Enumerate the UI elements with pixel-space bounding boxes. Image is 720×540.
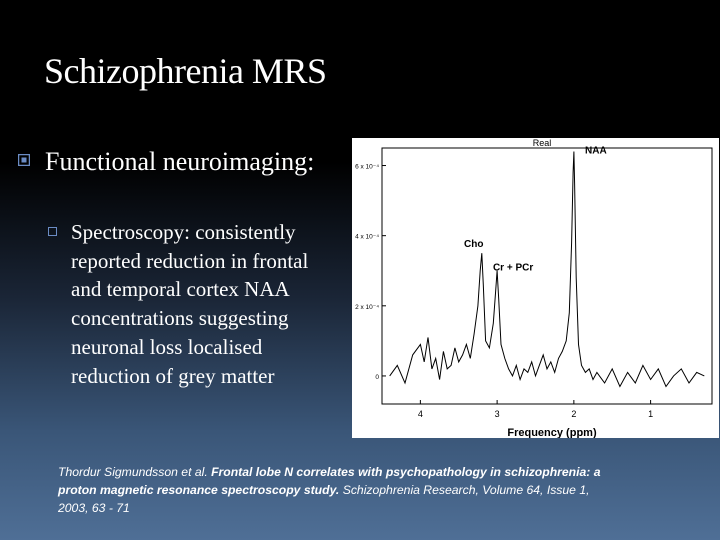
- y-tick-label: 4 x 10⁻⁴: [355, 233, 379, 241]
- x-axis-ticks: [418, 400, 719, 419]
- peak-label: Cr + PCr: [492, 262, 534, 274]
- y-tick-label: 2 x 10⁻⁴: [355, 303, 379, 311]
- bullet2-text: Spectroscopy: consistently reported reduction in frontal and temporal cortex NAA concentrations suggesting neuronal loss localised reduction of grey matter: [71, 220, 309, 388]
- x-axis-label: Frequency (ppm): [507, 427, 597, 438]
- bullet-functional-neuroimaging: [18, 146, 318, 178]
- mrs-spectrum-chart: [352, 138, 719, 438]
- chart-title: Real: [532, 138, 552, 148]
- peak-label: Cho: [464, 239, 484, 251]
- spectrum-line: [390, 152, 705, 387]
- citation-title: Frontal lobe N correlates with psychopathology in schizophrenia: a proton magnetic resonance spectroscopy study.: [58, 465, 601, 497]
- x-tick-label: 1: [648, 409, 654, 419]
- slide-title: Schizophrenia MRS: [44, 51, 327, 91]
- x-tick-label: 2: [571, 409, 577, 419]
- bullet-spectroscopy: [48, 218, 318, 390]
- mrs-spectrum-figure: [352, 138, 719, 438]
- x-tick-label: 3: [494, 409, 500, 419]
- hollow-square-bullet-icon: [48, 227, 57, 236]
- citation: [58, 463, 618, 517]
- x-tick-label: 4: [417, 409, 423, 419]
- peak-labels: [464, 146, 607, 274]
- y-tick-label: 6 x 10⁻⁴: [355, 163, 379, 171]
- y-axis-ticks: [355, 164, 386, 381]
- bullet1-text: Functional neuroimaging:: [45, 147, 315, 176]
- square-bullet-icon: [18, 154, 30, 166]
- y-tick-label: 0: [375, 373, 379, 381]
- citation-authors: Thordur Sigmundsson et al.: [58, 465, 208, 479]
- citation-journal: Schizophrenia Research, Volume 64, Issue 1, 2003, 63 - 71: [58, 483, 590, 515]
- peak-label: NAA: [585, 145, 607, 157]
